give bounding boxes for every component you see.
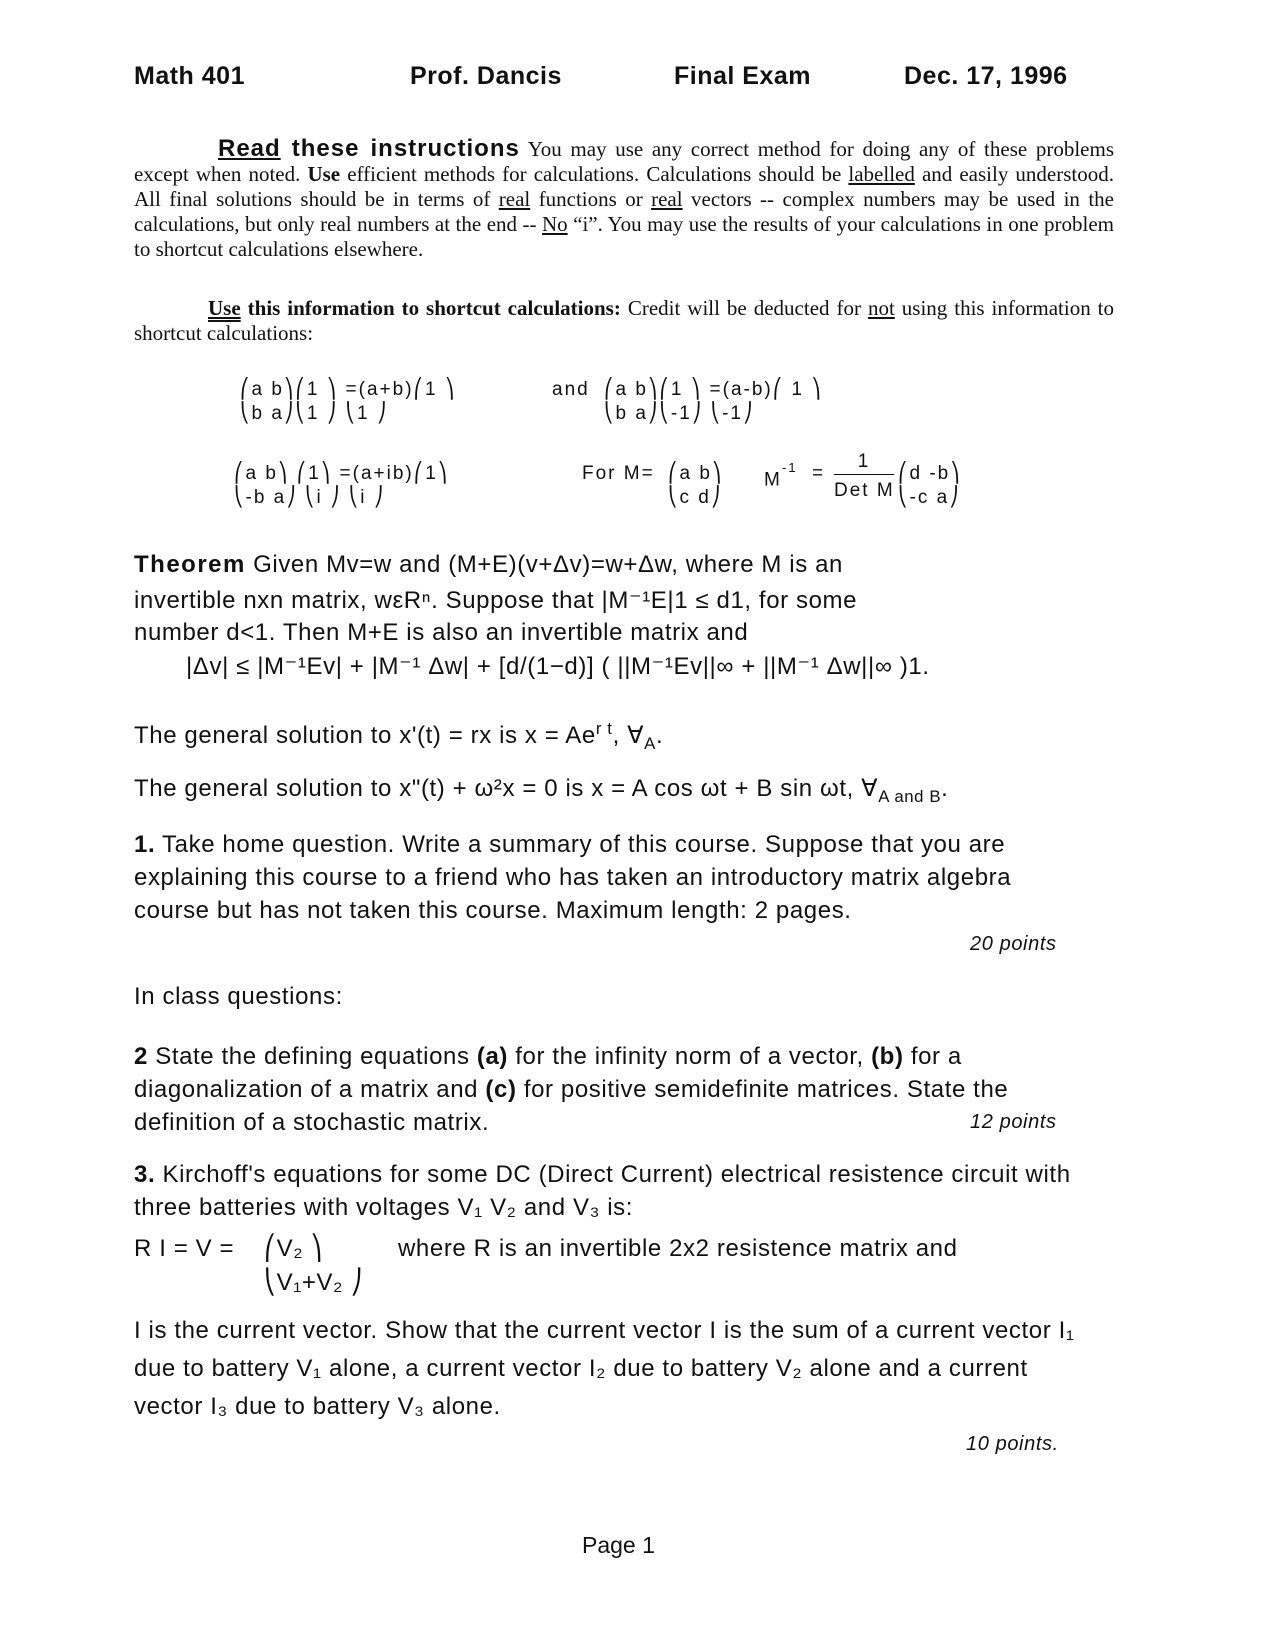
formula-sum-eigen: ⎛a b⎞⎛1 ⎞ =(a+b)⎛1 ⎞ ⎝b a⎠⎝1 ⎠ ⎝1 ⎠ <box>240 379 457 424</box>
page-number: Page 1 <box>582 1532 655 1558</box>
question-2: 2 State the defining equations (a) for the infinity norm of a vector, (b) for a diagonalization of a matrix and (c) for positive semidefinite matrices. State the definition of a stochastic matrix. <box>134 1043 1009 1136</box>
formula-equals: = <box>812 463 826 484</box>
question-1-points: 20 points <box>970 933 1057 955</box>
question-3-points: 10 points. <box>966 1433 1059 1455</box>
in-class-heading: In class questions: <box>134 983 343 1010</box>
formula-fraction: 1 Det M <box>834 451 895 501</box>
question-2-points: 12 points <box>970 1111 1057 1133</box>
instructions-paragraph: Read these instructions You may use any correct method for doing any of these problems except when noted. Use efficient methods for calculations. Calculations should be labelled and easily understood. All final solutions should be in terms of real functions or real vectors -- complex numbers may be used in the calculations, but only real numbers at the end -- No “i”. You may use the results of your calculations in one problem to shortcut calculations elsewhere. <box>134 135 1114 261</box>
question-1: 1. Take home question. Write a summary of this course. Suppose that you are explaining this course to a friend who has taken an introductory matrix algebra course but has not taken this course. Maximum length: 2 pages. <box>134 831 1012 924</box>
formula-diff-eigen: ⎛a b⎞⎛1 ⎞ =(a-b)⎛ 1 ⎞ ⎝b a⎠⎝-1⎠ ⎝-1⎠ <box>604 379 823 424</box>
exam-date: Dec. 17, 1996 <box>904 62 1068 90</box>
professor-name: Prof. Dancis <box>410 62 562 90</box>
general-solution-oscillator: The general solution to x"(t) + ω²x = 0 is x = A cos ωt + B sin ωt, $\forall_{A and B}$. <box>134 775 949 806</box>
exam-title: Final Exam <box>674 62 811 90</box>
question-3-equation-tail: where R is an invertible 2x2 resistence matrix and <box>398 1235 958 1262</box>
question-3-intro: 3. Kirchoff's equations for some DC (Direct Current) electrical resistence circuit with three batteries with voltages V₁ V₂ and V₃ is: <box>134 1161 1071 1221</box>
question-3-equation-lhs: R I = V = <box>134 1235 235 1262</box>
formula-complex-eigen: ⎛a b⎞ ⎛1⎞ =(a+ib)⎛1⎞ ⎝-b a⎠ ⎝i ⎠ ⎝i ⎠ <box>234 463 450 508</box>
theorem-line-2: invertible nxn matrix, wεRⁿ. Suppose that |M⁻¹E|1 ≤ d1, for some <box>134 587 858 614</box>
theorem-line-1: Theorem Given Mv=w and (M+E)(v+Δv)=w+Δw, where M is an <box>134 551 843 578</box>
formula-and-word: and <box>552 379 590 400</box>
formula-inverse-label: For M= <box>582 463 655 484</box>
question-3-voltage-vector: ⎛V₂ ⎞ ⎝V₁+V₂ ⎠ <box>264 1235 363 1296</box>
formula-inverse-symbol: $M^{-1}$ <box>764 460 798 491</box>
theorem-line-3: number d<1. Then M+E is also an invertible matrix and <box>134 619 749 646</box>
course-title: Math 401 <box>134 62 245 90</box>
formula-adjugate: ⎛d -b⎞ ⎝-c a⎠ <box>898 463 962 508</box>
theorem-line-4: |Δv| ≤ |M⁻¹Ev| + |M⁻¹ Δw| + [d/(1−d)] ( ||M⁻¹Ev||∞ + ||M⁻¹ Δw||∞ )1. <box>186 653 930 680</box>
formula-matrix-m: ⎛a b⎞ ⎝c d⎠ <box>668 463 724 508</box>
shortcut-info-paragraph: Use this information to shortcut calculations: Credit will be deducted for not using this information to shortcut calculations: <box>134 296 1115 345</box>
instructions-lead: Read these instructions <box>218 135 520 162</box>
general-solution-first-order: The general solution to x'(t) = rx is $x = Ae^{r t}$, $\forall_A$. <box>134 719 664 753</box>
question-3-body: I is the current vector. Show that the current vector I is the sum of a current vector I₁ due to battery V₁ alone, a current vector I₂ due to battery V₂ alone and a current vector I₃ due to battery V₃ alone. <box>134 1317 1075 1420</box>
